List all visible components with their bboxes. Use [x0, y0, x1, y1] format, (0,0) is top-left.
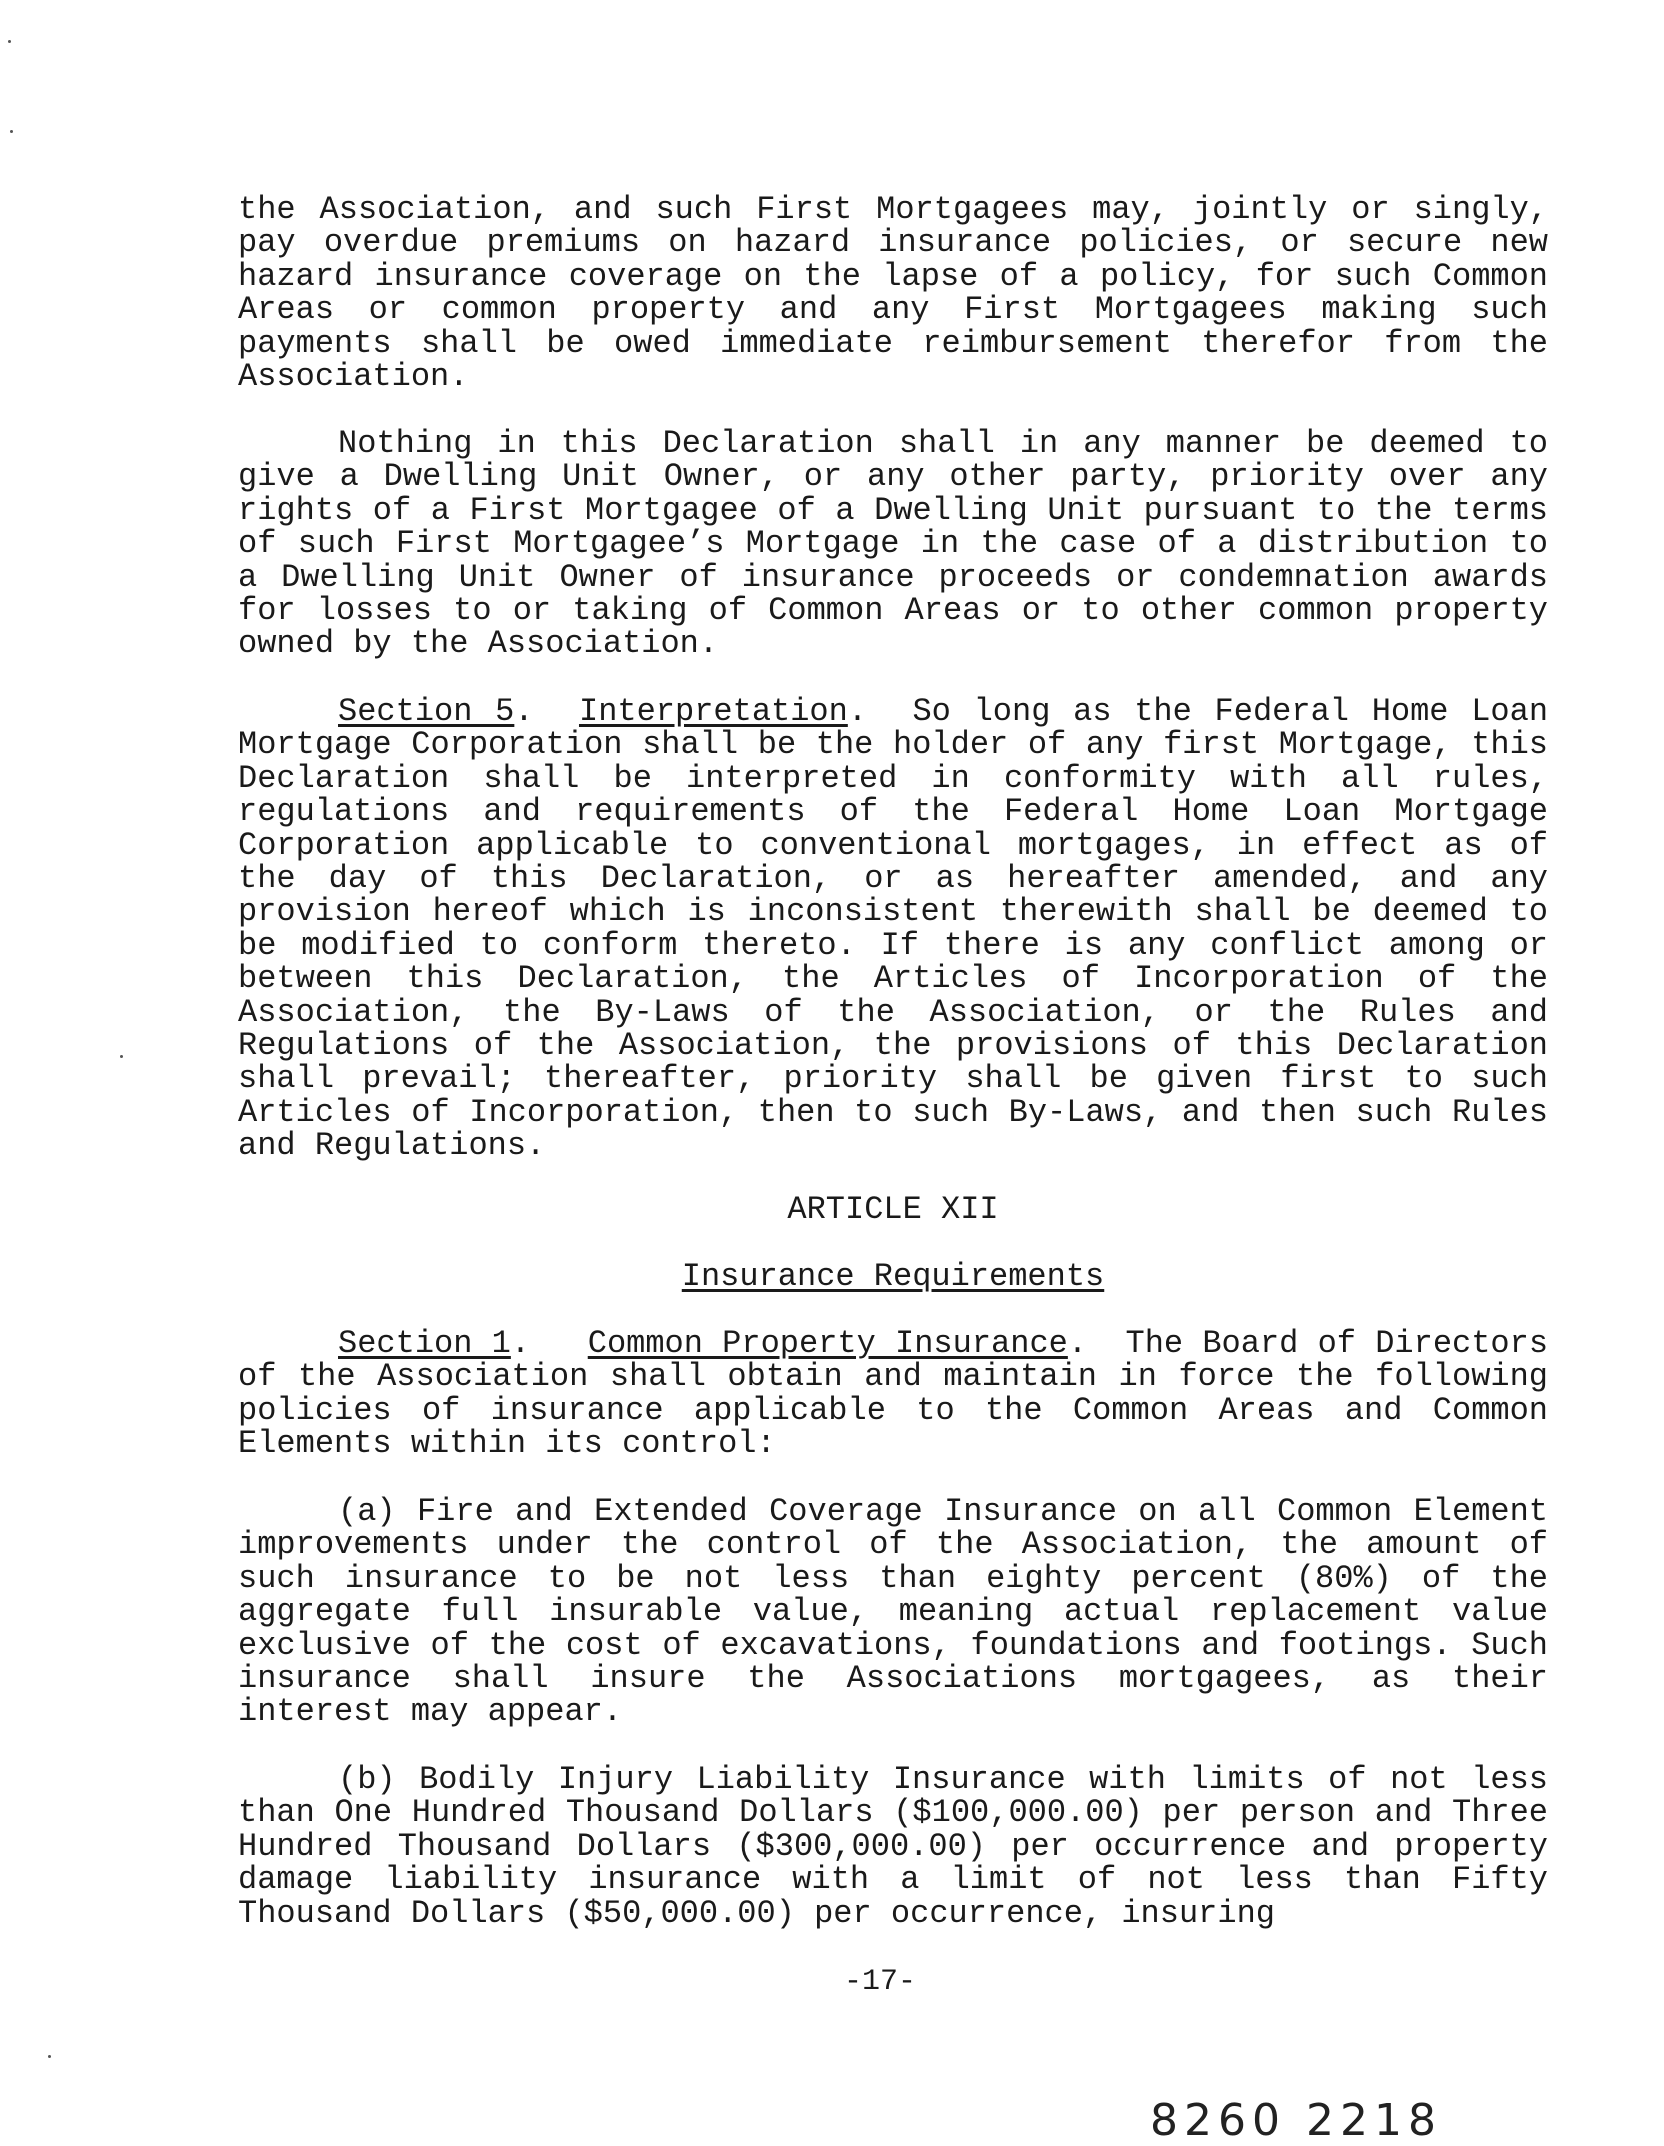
item-a-paragraph: (a) Fire and Extended Coverage Insurance on all Common Element improvements under the control of the Association, the amount of such insurance to be not less than eighty percent (80%) of the aggregate full insurable value, meaning actual replacement value exclusive of the cost of excavations, foundations and footings. Such insurance shall insure the Associations mortgagees, as their interest may appear.: [238, 1493, 1548, 1731]
section-1-paragraph: Section 1. Common Property Insurance. The Board of Directors of the Association shall obtain and maintain in force the following policies of insurance applicable to the Common Areas and Common Elements within its control:: [238, 1325, 1549, 1463]
priority-paragraph: Nothing in this Declaration shall in any manner be deemed to give a Dwelling Unit Owner, or any other party, priority over any rights of a First Mortgagee of a Dwelling Unit pursuant to the terms of such First Mortgagee’s Mortgage in the case of a distribution to a Dwelling Unit Owner of insurance proceeds or condemnation awards for losses to or taking of Common Areas or to other common property owned by the Association.: [238, 425, 1548, 663]
document-stamp: 8260 2218: [1150, 2095, 1442, 2146]
scan-speck: [48, 2055, 51, 2058]
scan-speck: [10, 130, 13, 133]
item-b-paragraph: (b) Bodily Injury Liability Insurance with limits of not less than One Hundred Thousand Dollars ($100,000.00) per person and Three Hundred Thousand Dollars ($300,000.00) per occurrence and property damage liability insurance with a limit of not less than Fifty Thousand Dollars ($50,000.00) per occurrence, insuring: [238, 1761, 1548, 1932]
page-number: -17-: [843, 1965, 916, 1999]
article-heading: ARTICLE XII: [787, 1191, 999, 1228]
section-1-body: The Board of Directors of the Association shall obtain and maintain in force the following policies of insurance applicable to the Common Areas and Common Elements within its control:: [238, 1325, 1549, 1463]
article-subheading-text: Insurance Requirements: [681, 1258, 1105, 1295]
section-5-paragraph: Section 5. Interpretation. So long as the Federal Home Loan Mortgage Corporation shall be the holder of any first Mortgage, this Declaration shall be interpreted in conformity with all rules, regulations and requirements of the Federal Home Loan Mortgage Corporation applicable to conventional mortgages, in effect as of the day of this Declaration, or as hereafter amended, and any provision hereof which is inconsistent therewith shall be deemed to be modified to conform thereto. If there is any conflict among or between this Declaration, the Articles of Incorporation of the Association, the By-Laws of the Association, or the Rules and Regulations of the Association, the provisions of this Declaration shall prevail; thereafter, priority shall be given first to such Articles of Incorporation, then to such By-Laws, and then such Rules and Regulations.: [238, 693, 1549, 1165]
article-subheading: [238, 1260, 1548, 1294]
section-5-title: Interpretation: [578, 693, 848, 730]
scan-speck: [120, 1055, 123, 1058]
section-5-label: Section 5: [338, 693, 515, 730]
continuation-paragraph: the Association, and such First Mortgagees may, jointly or singly, pay overdue premiums on hazard insurance policies, or secure new hazard insurance coverage on the lapse of a policy, for such Common Areas or common property and any First Mortgagees making such payments shall be owed immediate reimbursement therefor from the Association.: [238, 191, 1548, 396]
section-5-body: So long as the Federal Home Loan Mortgage Corporation shall be the holder of any first Mortgage, this Declaration shall be interpreted in conformity with all rules, regulations and requirements of the Federal Home Loan Mortgage Corporation applicable to conventional mortgages, in effect as of the day of this Declaration, or as hereafter amended, and any provision hereof which is inconsistent therewith shall be deemed to be modified to conform thereto. If there is any conflict among or between this Declaration, the Articles of Incorporation of the Association, the By-Laws of the Association, or the Rules and Regulations of the Association, the provisions of this Declaration shall prevail; thereafter, priority shall be given first to such Articles of Incorporation, then to such By-Laws, and then such Rules and Regulations.: [238, 693, 1549, 1165]
section-1-label: Section 1: [338, 1325, 511, 1362]
scan-speck: [8, 40, 11, 43]
section-1-title: Common Property Insurance: [587, 1325, 1068, 1362]
